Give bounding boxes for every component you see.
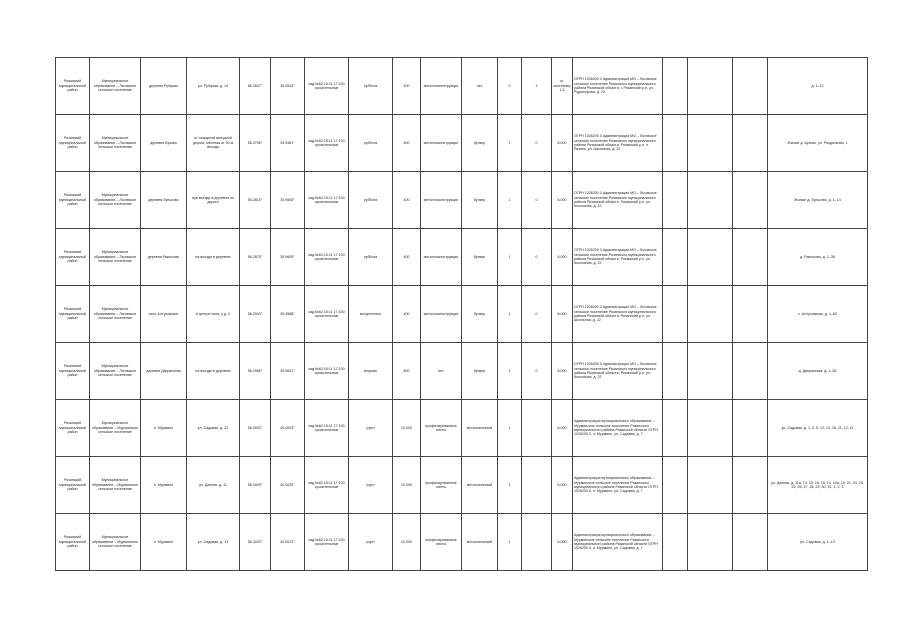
table-cell: 40.0013° [271, 514, 305, 571]
table-row [56, 343, 868, 400]
table-cell: 0 [522, 286, 552, 343]
table-cell: бункер [462, 229, 498, 286]
table-cell: бункер [462, 172, 498, 229]
table-cell: металлоконструкции [421, 115, 462, 172]
table-cell: 0 [522, 172, 552, 229]
table-cell [733, 172, 768, 229]
table-cell: металлический [462, 514, 498, 571]
table-cell: Рязанский муниципальный район [56, 514, 90, 571]
table-cell [663, 58, 688, 115]
table-cell: Муниципальное образование – Льговское сельское поселение [90, 115, 141, 172]
table-cell: металлоконструкции [421, 172, 462, 229]
table-cell: Муниципальное образование – Льговское сельское поселение [90, 58, 141, 115]
table-cell: нет [462, 58, 498, 115]
table-cell [688, 457, 733, 514]
table-cell [733, 343, 768, 400]
table-cell: 400 [393, 343, 421, 400]
table-cell: металлический [462, 400, 498, 457]
table-cell: деревня Ракешово [141, 229, 187, 286]
table-cell: 56.2903° [240, 286, 271, 343]
table-row [56, 286, 868, 343]
table-cell: кад.№62:15:11 17:100 оросительные [305, 58, 349, 115]
table-cell: бункер [462, 115, 498, 172]
table-cell: Муниципальное образование – Мурминское сельское поселение [90, 457, 141, 514]
table-cell: д. Ракешово, д. 1–36 [768, 229, 868, 286]
table-cell: кад.№62:15:11 17:100 оросительные [305, 343, 349, 400]
table-row [56, 514, 868, 571]
table-cell: ул. Садовая, д. 13 [187, 514, 240, 571]
table-cell: ул. Дачная, д. 11а, 13, 15, 16, 15, 14, 19а, 19, 21, 23, 24, 25, 26, 27, 28, 29, 30, 31, 1, 2, 3 [768, 457, 868, 514]
table-cell: 39.9525° [271, 58, 305, 115]
table-cell: 0 [522, 229, 552, 286]
table-cell: Муниципальное образование – Мурминское сельское поселение [90, 400, 141, 457]
table-cell: кад.№62:15:11 17:100 оросительные [305, 115, 349, 172]
table-cell: ул. Садовая, д. 1–13 [768, 514, 868, 571]
table-cell: п. Мурмино [141, 400, 187, 457]
table-cell: 40.0003° [271, 400, 305, 457]
registry-sheet [55, 57, 867, 571]
table-cell: 8,000 [552, 229, 573, 286]
table-row [56, 58, 868, 115]
waste-sites-table [55, 57, 868, 571]
table-cell: 8,000 [552, 172, 573, 229]
table-cell: кад.№62:15:11 17:100 оросительные [305, 400, 349, 457]
table-cell: 56.2756° [240, 115, 271, 172]
table-cell: вторник [349, 343, 393, 400]
table-cell: 39.9605° [271, 229, 305, 286]
table-cell [663, 229, 688, 286]
table-cell: профилированные листы [421, 457, 462, 514]
table-cell: 400 [393, 58, 421, 115]
table-cell: деревня Рубцово [141, 58, 187, 115]
table-cell: село Алтуховское [141, 286, 187, 343]
table-cell: 1 [498, 457, 522, 514]
table-cell: Рязанский муниципальный район [56, 115, 90, 172]
table-cell: суббота [349, 229, 393, 286]
table-row [56, 172, 868, 229]
table-cell: металлический [462, 457, 498, 514]
table-cell: Муниципальное образование – Льговское сельское поселение [90, 286, 141, 343]
table-cell: 1 [498, 115, 522, 172]
table-cell: 8,000 [552, 514, 573, 571]
table-cell: 56.3009° [240, 457, 271, 514]
table-cell: д. 1–12 [768, 58, 868, 115]
table-cell [733, 286, 768, 343]
table-cell: Рязанский муниципальный район [56, 172, 90, 229]
table-row [56, 457, 868, 514]
table-cell: кад.№62:15:11 17:100 оросительные [305, 457, 349, 514]
table-cell: 56.2966° [240, 343, 271, 400]
table-cell [688, 229, 733, 286]
table-cell [688, 286, 733, 343]
table-cell: при въезде в деревню по дороге [187, 172, 240, 229]
table-cell: нет [421, 343, 462, 400]
table-cell: 1 [498, 172, 522, 229]
table-cell [522, 457, 552, 514]
table-cell [733, 58, 768, 115]
table-cell: профилированные листы [421, 514, 462, 571]
table-cell: металлоконструкции [421, 286, 462, 343]
table-cell: в центре села, у д. 2 [187, 286, 240, 343]
table-cell: м. контейнер 1.5 [552, 58, 573, 115]
table-cell: 39.9481° [271, 115, 305, 172]
table-cell [688, 514, 733, 571]
table-cell: 400 [393, 115, 421, 172]
table-cell [663, 343, 688, 400]
table-cell: деревня Бузово [141, 115, 187, 172]
table-cell [688, 172, 733, 229]
table-row [56, 400, 868, 457]
table-cell: 56.2875° [240, 229, 271, 286]
table-cell [663, 172, 688, 229]
table-cell: п. Мурмино [141, 514, 187, 571]
table-cell: 0 [522, 343, 552, 400]
table-cell [688, 115, 733, 172]
table-cell: Муниципальное образование – Льговское сельское поселение [90, 172, 141, 229]
table-cell: 1 [498, 229, 522, 286]
table-cell: п. Мурмино [141, 457, 187, 514]
table-cell: воскресенье [349, 286, 393, 343]
table-cell: профилированные листы [421, 400, 462, 457]
table-cell: от пожарной въездной дороги, местная от 50 м въезда [187, 115, 240, 172]
table-cell: на въезде в деревню [187, 229, 240, 286]
table-cell: кад.№62:15:11 17:100 оросительные [305, 286, 349, 343]
table-cell: Жилые д. Бузово, ул. Раздольная, 1 [768, 115, 868, 172]
table-row [56, 229, 868, 286]
table-cell: 10,000 [393, 514, 421, 571]
table-cell [663, 514, 688, 571]
table-cell: Рязанский муниципальный район [56, 343, 90, 400]
table-cell: грунт [349, 514, 393, 571]
table-cell: 1 [522, 58, 552, 115]
table-cell: бункер [462, 286, 498, 343]
table-cell [733, 115, 768, 172]
table-cell: с. Алтуховское, д. 1–82 [768, 286, 868, 343]
table-cell [663, 457, 688, 514]
table-cell [663, 400, 688, 457]
table-cell: ОГРН 1026200 0 Администрация МО – Льговское сельское поселение Рязанского муниципального района Рязанской области, Рязанский р-н, ул. Школьная, д. 22 [573, 286, 663, 343]
table-cell: 1 [498, 514, 522, 571]
table-cell: суббота [349, 172, 393, 229]
table-cell: Муниципальное образование – Мурминское сельское поселение [90, 514, 141, 571]
table-cell [688, 58, 733, 115]
table-cell: Муниципальное образование – Льговское сельское поселение [90, 343, 141, 400]
table-cell: 0 [498, 58, 522, 115]
table-cell: 8,000 [552, 343, 573, 400]
table-cell: металлоконструкции [421, 229, 462, 286]
table-cell: суббота [349, 58, 393, 115]
table-row [56, 115, 868, 172]
table-cell: Администрация муниципального образования – Мурминское сельское поселение Рязанского муниципального района Рязанской области ОГРН 1026200 0, п. Мурмино, ул. Садовая, д. 7 [573, 457, 663, 514]
table-cell [733, 229, 768, 286]
table-cell [733, 400, 768, 457]
table-cell: Рязанский муниципальный район [56, 457, 90, 514]
table-cell: Рязанский муниципальный район [56, 286, 90, 343]
table-cell: 8,000 [552, 286, 573, 343]
table-cell: 56.3033° [240, 514, 271, 571]
table-cell: ОГРН 1026200 0 Администрация МО – Льговское сельское поселение Рязанского муниципального района Рязанской области, Рязанский р-н, п. Рязань, ул. Школьная, д. 22 [573, 115, 663, 172]
table-cell [733, 514, 768, 571]
table-cell [688, 343, 733, 400]
table-cell: 10,000 [393, 457, 421, 514]
table-cell: 56.2637° [240, 58, 271, 115]
table-cell: грунт [349, 457, 393, 514]
table-cell: Муниципальное образование – Льговское сельское поселение [90, 229, 141, 286]
table-cell: бункер [462, 343, 498, 400]
table-cell: 400 [393, 229, 421, 286]
table-cell [733, 457, 768, 514]
table-cell: ОГРН 1026200 0 Администрация МО – Льговское сельское поселение Рязанского муниципального района Рязанской области, Рязанский р-н, ул. Колхозная, д. 22 [573, 229, 663, 286]
table-cell: 1 [498, 286, 522, 343]
table-cell: 39.9506° [271, 172, 305, 229]
table-cell: Администрация муниципального образования – Мурминское сельское поселение Рязанского муниципального района Рязанской области ОГРН 1026200 0, п. Мурмино, ул. Садовая, д. 7 [573, 400, 663, 457]
table-cell: 39.9588° [271, 286, 305, 343]
table-cell: ОГРН 1026200 0 Администрация МО – Льговское сельское поселение Рязанского муниципального района Рязанской области, г. Рязанский р-н, ул. Рудольфова, д. 22 [573, 58, 663, 115]
table-cell: 0 [522, 115, 552, 172]
table-cell: 56.2815° [240, 172, 271, 229]
table-cell: 39.9631° [271, 343, 305, 400]
table-cell: грунт [349, 400, 393, 457]
table-cell [522, 514, 552, 571]
table-cell: ул. Садовая, д. 1–3, 5, 12, 14, 16, 11, 12, 11 [768, 400, 868, 457]
table-cell: 8,000 [552, 400, 573, 457]
table-cell: ул. Дачная, д. 11 [187, 457, 240, 514]
table-cell: 10,000 [393, 400, 421, 457]
table-cell: 8,000 [552, 115, 573, 172]
table-cell: ОГРН 1026200 0 Администрация МО – Льговское сельское поселение Рязанского муниципального района Рязанской области, Рязанский р-н, ул. Колхозная, д. 22 [573, 343, 663, 400]
table-cell: кад.№62:15:11 17:100 оросительные [305, 172, 349, 229]
table-cell [663, 286, 688, 343]
table-cell: д. Дворянская, д. 1–36 [768, 343, 868, 400]
table-cell: 8,000 [552, 457, 573, 514]
table-cell: деревня Дворянская [141, 343, 187, 400]
table-cell: Рязанский муниципальный район [56, 229, 90, 286]
table-cell: на въезде в деревню [187, 343, 240, 400]
table-body [56, 58, 868, 571]
table-cell [663, 115, 688, 172]
table-cell: кад.№62:15:11 17:100 оросительные [305, 514, 349, 571]
table-cell: ул. Рубцова, д. 14 [187, 58, 240, 115]
table-cell: деревня Зуньково [141, 172, 187, 229]
table-cell: суббота [349, 115, 393, 172]
table-cell: 400 [393, 172, 421, 229]
table-cell: Рязанский муниципальный район [56, 58, 90, 115]
table-cell: кад.№62:15:11 17:100 оросительные [305, 229, 349, 286]
table-cell: 56.3003° [240, 400, 271, 457]
table-cell: 400 [393, 286, 421, 343]
table-cell [688, 400, 733, 457]
table-cell: Администрация муниципального образования – Мурминское сельское поселение Рязанского муниципального района Рязанской области ОГРН 1026200 0, п. Мурмино, ул. Садовая, д. 7 [573, 514, 663, 571]
table-cell: металлоконструкции [421, 58, 462, 115]
table-cell: 1 [498, 400, 522, 457]
table-cell: 40.0025° [271, 457, 305, 514]
table-cell: Жилые д. Зуньково, д. 1–14 [768, 172, 868, 229]
table-cell: ОГРН 1026200 0 Администрация МО – Льговское сельское поселение Рязанского муниципального района Рязанской области, Рязанский р-н, ул. Колхозная, д. 22 [573, 172, 663, 229]
table-cell: Рязанский муниципальный район [56, 400, 90, 457]
table-cell [522, 400, 552, 457]
table-cell: ул. Садовая, д. 22 [187, 400, 240, 457]
table-cell: 1 [498, 343, 522, 400]
